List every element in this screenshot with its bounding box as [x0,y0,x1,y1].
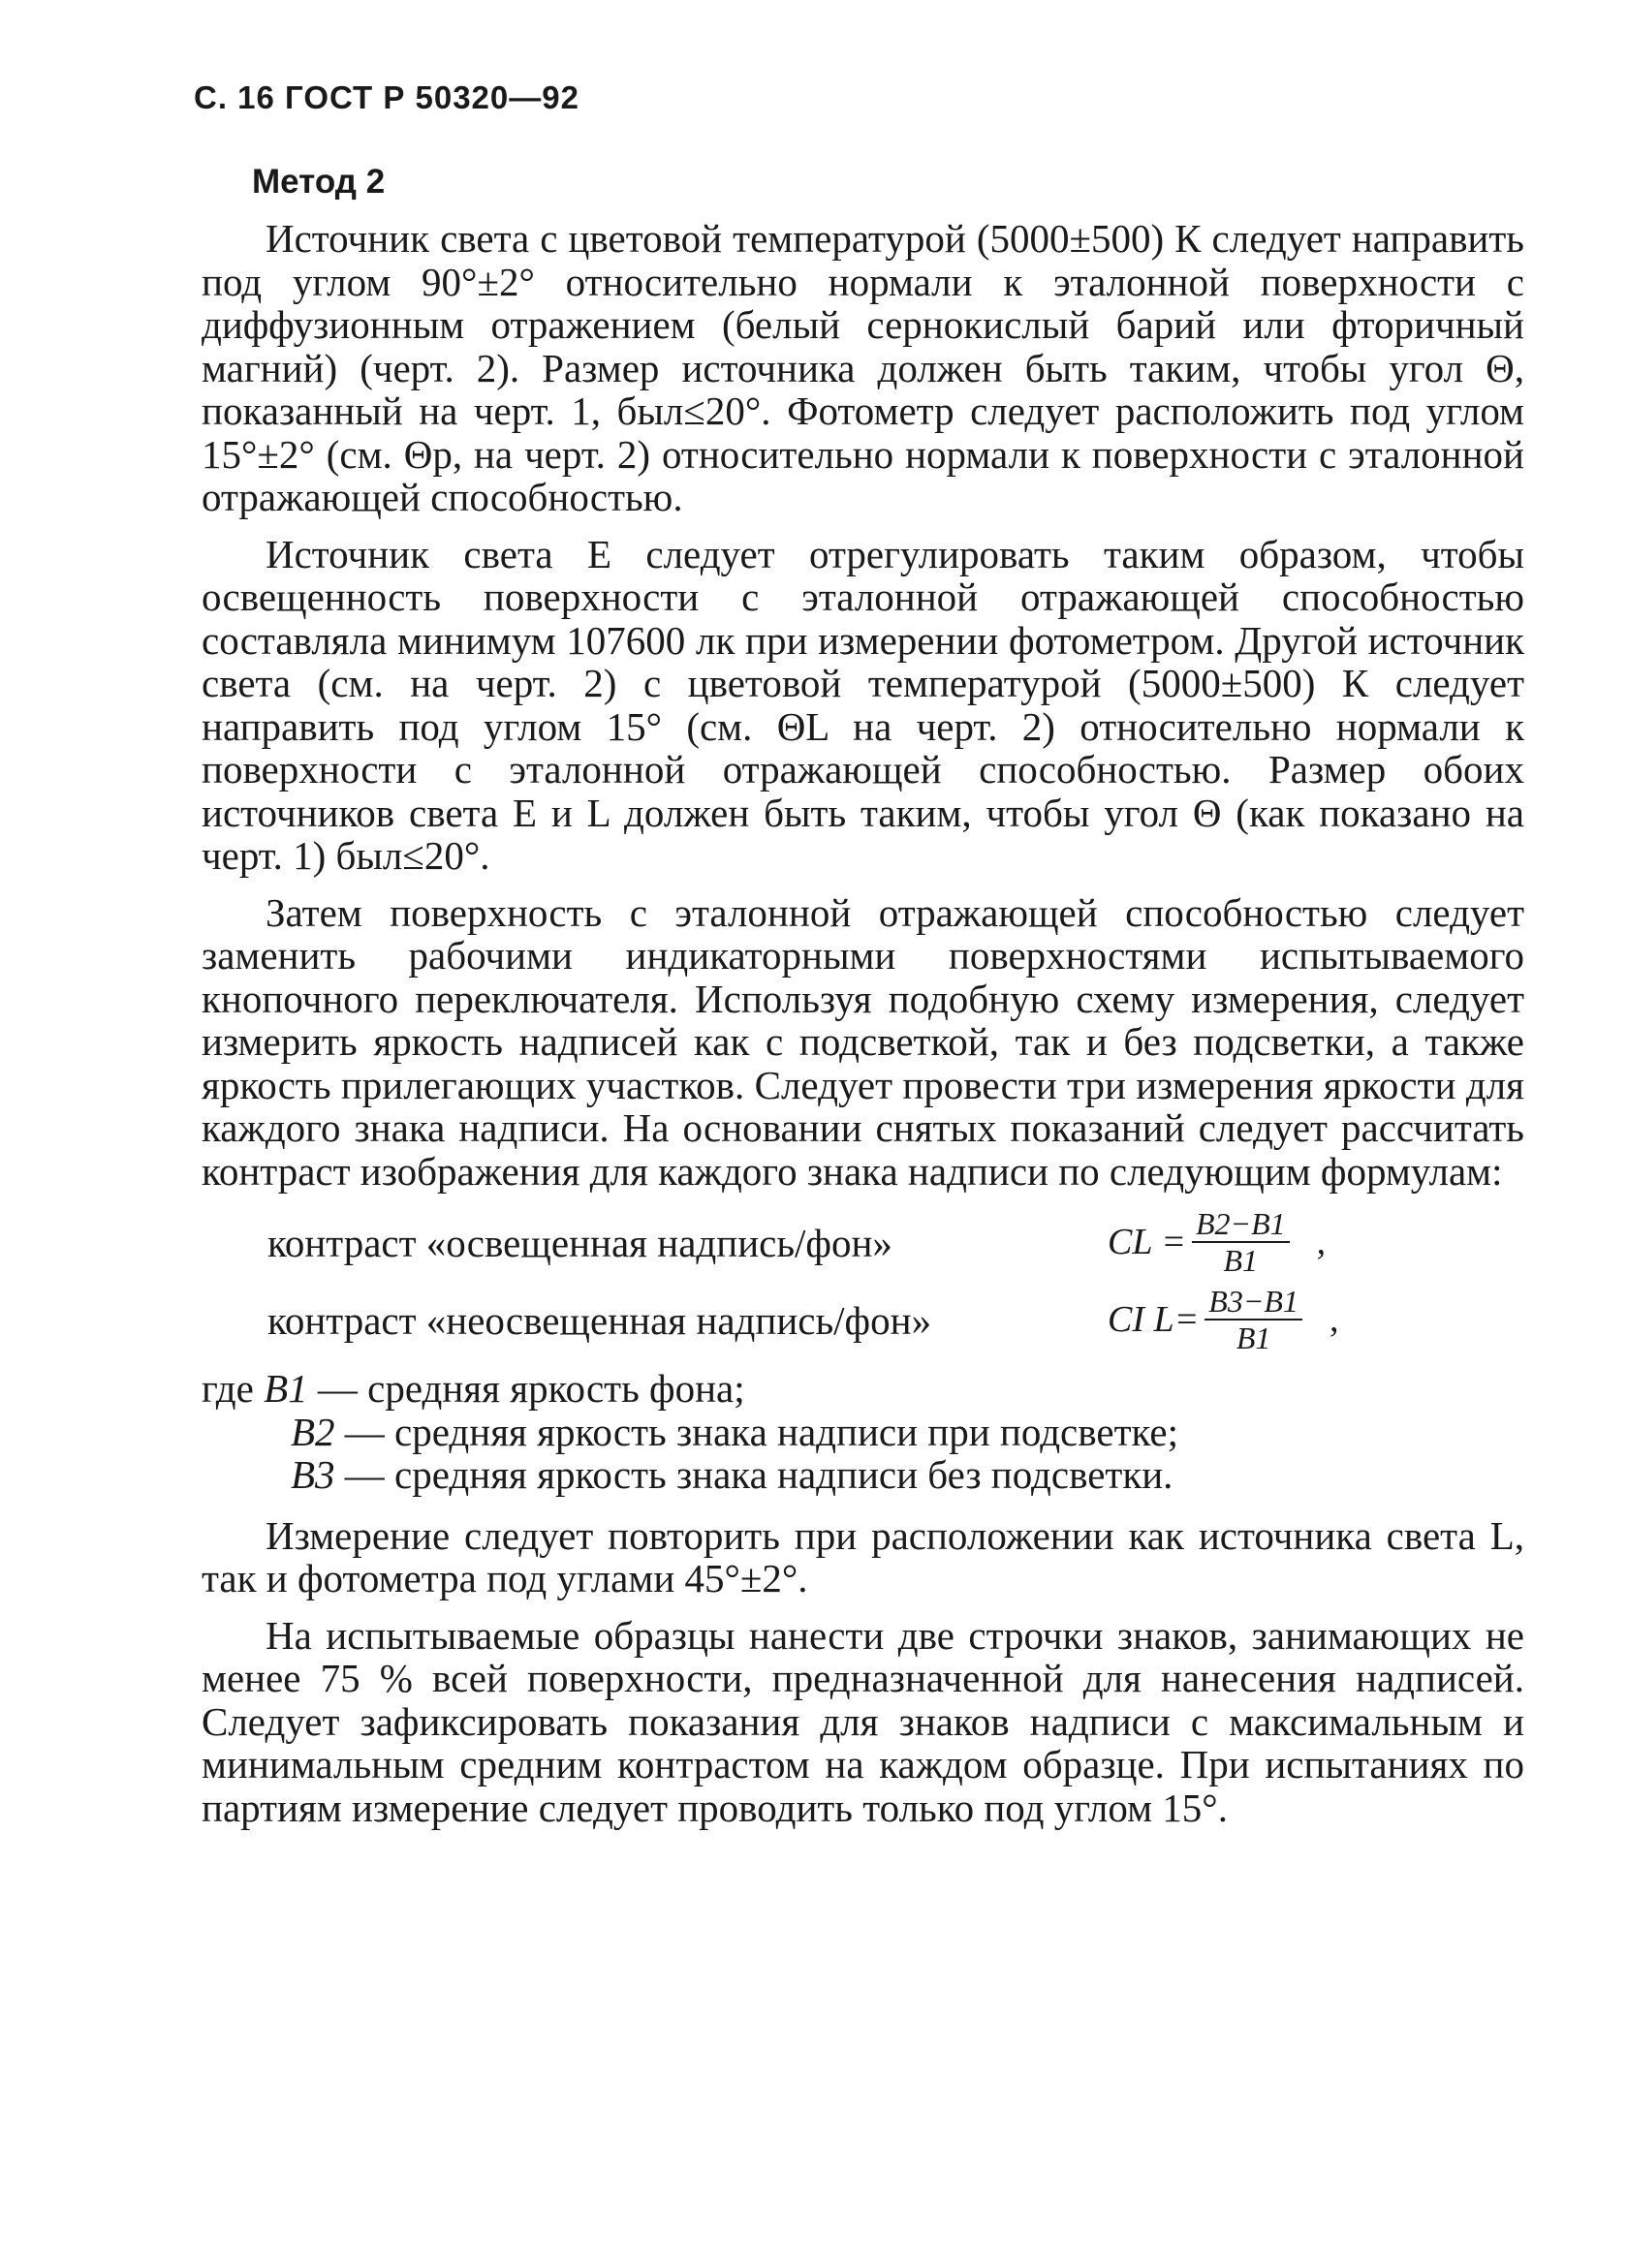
definition-item [202,1367,1524,1411]
definition-prefix: где [202,1366,265,1411]
method-title: Метод 2 [252,163,386,201]
formula-tail: , [1316,1221,1327,1262]
page-header: С. 16 ГОСТ Р 50320—92 [194,79,579,115]
formula-fraction [1205,1284,1302,1355]
document-body [202,217,1524,1843]
formula-expression [1108,1206,1326,1278]
definition-text: — средняя яркость фона; [307,1366,745,1411]
formula-contrast-unlit [202,1284,1524,1361]
formula-label: контраст «освещенная надпись/фон» [267,1221,892,1265]
definitions-list [202,1367,1524,1497]
definition-text: — средняя яркость знака надписи при подсветке; [334,1409,1178,1454]
definition-symbol: B3 [291,1452,335,1497]
paragraph: На испытываемые образцы нанести две строчки знаков, занимающих не менее 75 % всей поверхности, предназначенной для нанесения надписей. Следует зафиксировать показания для знаков надписи с максимальным и минимальным средним контрастом на каждом образце. При испытаниях по партиям измерение следует проводить только под углом 15°. [202,1612,1524,1830]
paragraph: Источник света Е следует отрегулировать таким образом, чтобы освещенность поверхности с эталонной отражающей способностью составляла минимум 107600 лк при измерении фотометром. Другой источник света (см. на черт. 2) с цветовой температурой (5000±500) К следует направить под углом 15° (см. ΘL на черт. 2) относительно нормали к поверхности с эталонной отражающей способностью. Размер обоих источников света Е и L должен быть таким, чтобы угол Θ (как показано на черт. 1) был≤20°. [202,531,1524,878]
formula-numerator: B2−B1 [1192,1206,1290,1243]
formula-denominator: B1 [1236,1320,1271,1355]
formula-tail: , [1329,1298,1339,1340]
definition-item [202,1411,1524,1454]
formula-lhs: CL = [1108,1221,1186,1262]
definition-text: — средняя яркость знака надписи без подсветки. [334,1452,1173,1497]
formula-denominator: B1 [1223,1243,1259,1278]
paragraph: Измерение следует повторить при расположении как источника света L, так и фотометра под углами 45°±2°. [202,1512,1524,1600]
definition-item [202,1453,1524,1497]
formula-lhs: CI L= [1108,1298,1200,1340]
paragraph: Источник света с цветовой температурой (5000±500) К следует направить под углом 90°±2° относительно нормали к эталонной поверхности с диффузионным отражением (белый сернокислый барий или фторичный магний) (черт. 2). Размер источника должен быть таким, чтобы угол Θ, показанный на черт. 1, был≤20°. Фотометр следует расположить под углом 15°±2° (см. Θр, на черт. 2) относительно нормали к поверхности с эталонной отражающей способностью. [202,216,1524,519]
definition-symbol: B1 [264,1366,308,1411]
formula-fraction [1192,1206,1290,1278]
formula-numerator: B3−B1 [1205,1284,1302,1320]
formula-contrast-lit [202,1206,1524,1284]
formula-expression [1108,1284,1338,1355]
formula-label: контраст «неосвещенная надпись/фон» [267,1298,932,1343]
definition-symbol: B2 [291,1409,335,1454]
paragraph: Затем поверхность с эталонной отражающей способностью следует заменить рабочими индикаторными поверхностями испытываемого кнопочного переключателя. Используя подобную схему измерения, следует измерить яркость надписей как с подсветкой, так и без подсветки, а также яркость прилегающих участков. Следует провести три измерения яркости для каждого знака надписи. На основании снятых показаний следует рассчитать контраст изображения для каждого знака надписи по следующим формулам: [202,889,1524,1194]
